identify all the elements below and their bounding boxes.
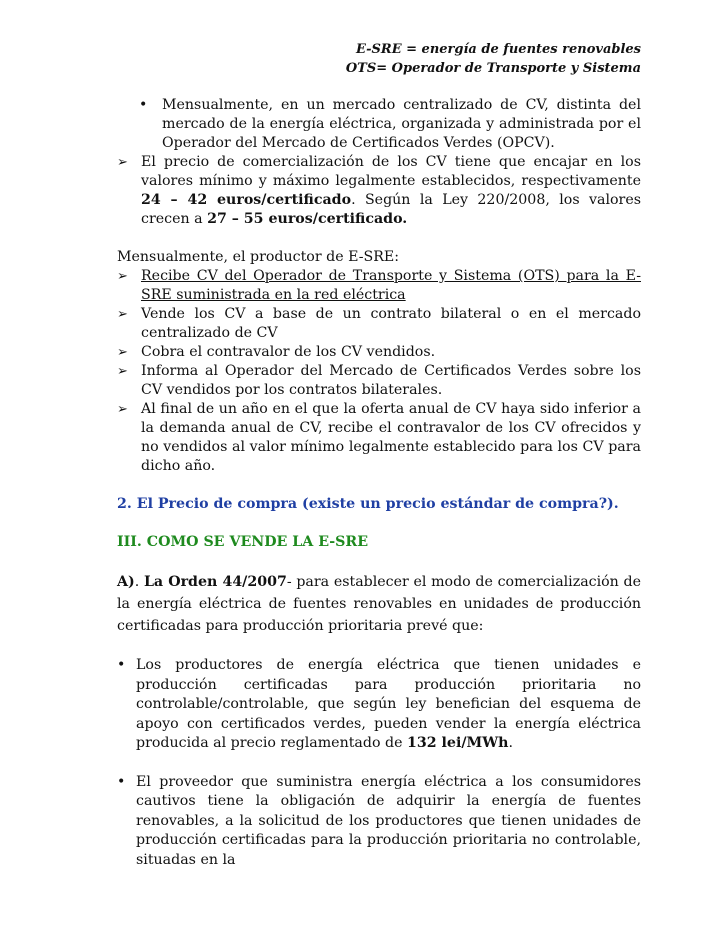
price-range-law: 27 – 55 euros/certificado. [207,211,408,227]
list-item-producer [117,400,641,476]
price-text-2: . Según la Ley 220/2008, los valores crecen a [141,192,642,227]
list-item-producer [117,343,641,362]
section-3-heading: III. COMO SE VENDE LA E-SRE [117,534,369,550]
price-text-1: El precio de comercialización de los CV tiene que encajar en los valores mínimo y máximo legalmente establecidos, respectivamente [141,154,641,189]
list-item-price [117,153,641,229]
header-line-ots: OTS= Operador de Transporte y Sistema [345,61,641,76]
list-item-text: Cobra el contravalor de los CV vendidos. [141,344,436,360]
orden-paragraph: A). La Orden 44/2007- para establecer el modo de comercialización de la energía eléctrica de fuentes renovables en unidades de producción certificadas para producción prioritaria prevé que: [117,574,641,634]
arrow-bullet-icon: ➢ [117,402,128,417]
list-item-text: Los productores de energía eléctrica que tienen unidades e producción certificadas para producción prioritaria no controlable/controlable, que según ley benefician del esquema de apoyo con certificados verdes, pueden vender la energía eléctrica producida al precio reglamentado de [136,657,641,751]
arrow-bullet-icon: ➢ [117,155,128,170]
orden-text: - para establecer el modo de comercialización de la energía eléctrica de fuentes renovables en unidades de producción certificadas para producción prioritaria prevé que: [117,574,641,634]
list-item-text: Informa al Operador del Mercado de Certificados Verdes sobre los CV vendidos por los contratos bilaterales. [141,363,641,398]
list-item-producer [117,362,641,400]
price-range-2008: 24 – 42 euros/certificado [141,192,352,208]
arrow-bullet-icon: ➢ [117,364,128,379]
arrow-bullet-icon: ➢ [117,269,128,284]
header-line-esre: E-SRE = energía de fuentes renovables [355,42,641,57]
arrow-bullet-icon: ➢ [117,307,128,322]
orden-name: La Orden 44/2007 [143,574,287,590]
section-2-heading: 2. El Precio de compra (existe un precio estándar de compra?). [117,496,619,512]
list-item-orden-producers: • Los productores de energía eléctrica que tienen unidades e producción certificadas para producción prioritaria no controlable/controlable, que según ley benefician del esquema de apoyo con certificados verdes, pueden vender la energía eléctrica producida al precio reglamentado de 132 lei/MWh. [117,657,641,751]
page-header [346,40,641,78]
list-item-orden-supplier [117,773,641,871]
list-item-text: Mensualmente, en un mercado centralizado de CV, distinta del mercado de la energía eléctrica, organizada y administrada por el Operador del Mercado de Certificados Verdes (OPCV). [162,97,641,151]
list-item-producer [117,267,641,305]
list-item-text: Al final de un año en el que la oferta anual de CV haya sido inferior a la demanda anual de CV, recibe el contravalor de los CV ofrecidos y no vendidos al valor mínimo legalmente establecido para los CV para dicho año. [141,401,641,474]
list-item-text: Vende los CV a base de un contrato bilateral o en el mercado centralizado de CV [141,306,641,341]
list-item-text: El proveedor que suministra energía eléctrica a los consumidores cautivos tiene la obligación de adquirir la energía de fuentes renovables, a la solicitud de los productores que tienen unidades de producción certificadas para la producción prioritaria no controlable, situadas en la [136,773,641,868]
producer-intro: Mensualmente, el productor de E-SRE: [117,249,400,265]
regulated-price: 132 lei/MWh [406,735,509,751]
list-item-text: Recibe CV del Operador de Transporte y Sistema (OTS) para la E-SRE suministrada en la red eléctrica [141,268,641,303]
bullet-dot-icon: • [117,657,126,673]
list-item-producer [117,305,641,343]
bullet-dot-icon: • [117,773,126,790]
orden-label: A) [117,574,135,590]
document-body [117,96,641,870]
bullet-dot-icon: • [139,97,148,113]
list-item-monthly-market [117,96,641,153]
arrow-bullet-icon: ➢ [117,345,128,360]
